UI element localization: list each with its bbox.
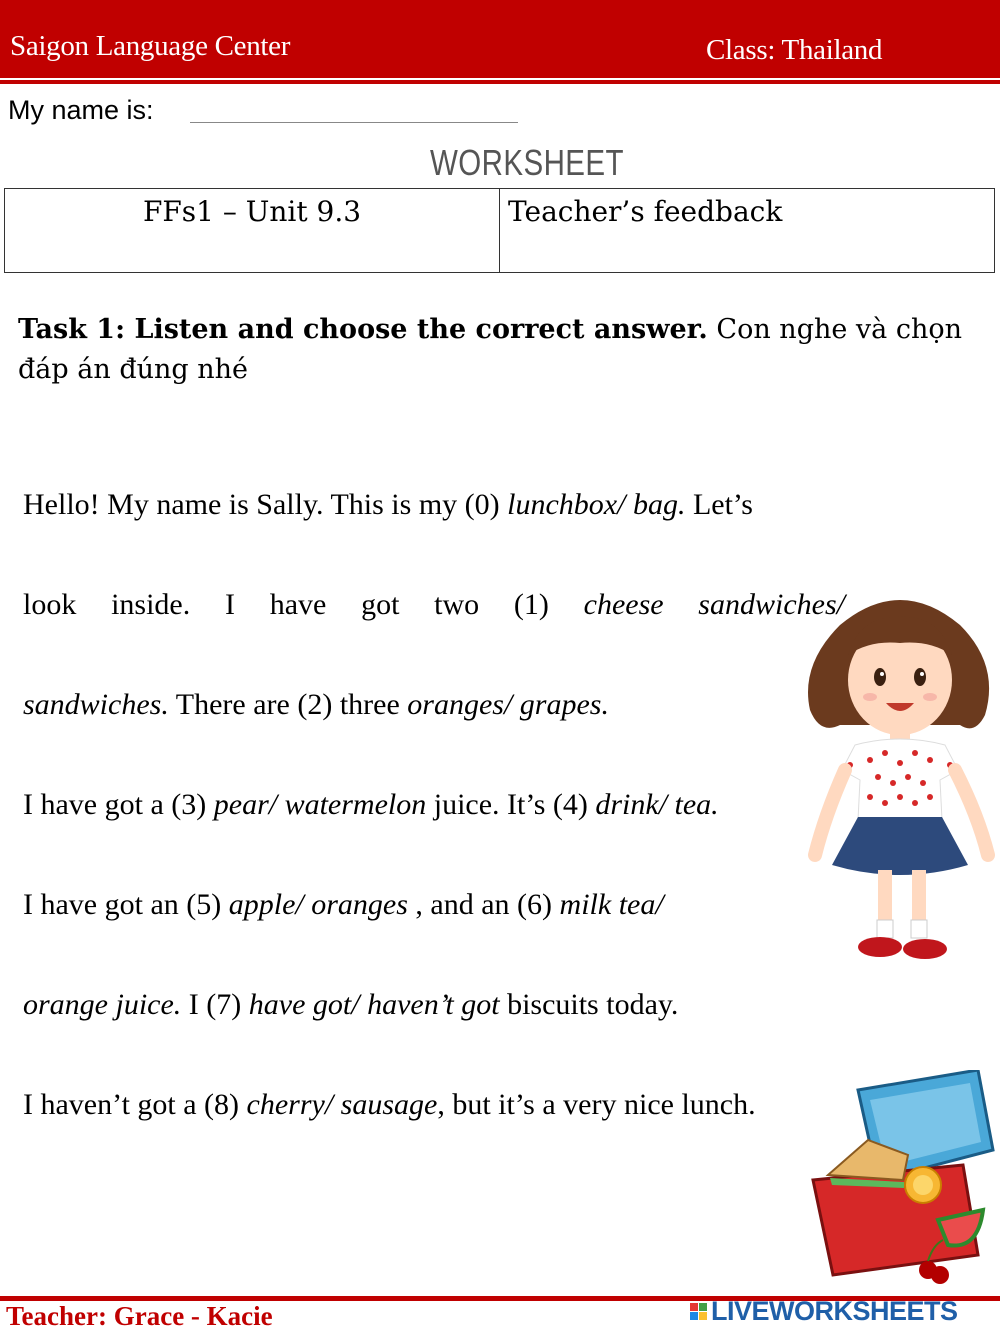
passage-text: Let’s xyxy=(685,488,753,521)
passage-word: got xyxy=(361,588,400,621)
answer-option-1[interactable]: cheese xyxy=(583,588,664,621)
answer-option-6[interactable]: orange juice. xyxy=(23,988,182,1021)
passage-text: I haven’t got a (8) xyxy=(23,1088,247,1121)
passage-line-6 xyxy=(23,988,678,1022)
answer-option-8[interactable]: cherry/ sausage xyxy=(246,1088,438,1121)
info-table xyxy=(4,188,995,273)
answer-option-3[interactable]: pear/ watermelon xyxy=(213,788,427,821)
eye-shape xyxy=(874,668,886,686)
answer-option-1[interactable]: sandwiches. xyxy=(23,688,169,721)
answer-option-2[interactable]: oranges/ grapes. xyxy=(407,688,609,721)
logo-grid-icon xyxy=(690,1303,707,1320)
eye-shape xyxy=(914,668,926,686)
passage-word: (1) xyxy=(513,588,549,621)
teacher-label: Teacher: Grace - Kacie xyxy=(6,1301,273,1331)
task1-title-vi: Con nghe và chọn đáp án đúng nhé xyxy=(18,314,963,385)
passage-text: I have got an (5) xyxy=(23,888,229,921)
passage-line-7 xyxy=(23,1088,756,1122)
passage-text: , but it’s a very nice lunch. xyxy=(437,1088,756,1121)
passage-text: I (7) xyxy=(181,988,249,1021)
feedback-cell: Teacher’s feedback xyxy=(500,189,995,273)
shirt-shape xyxy=(842,739,958,820)
passage-line-1 xyxy=(23,488,753,522)
task1-title xyxy=(18,310,993,390)
passage-text: Hello! My name is Sally. This is my (0) xyxy=(23,488,508,521)
shoe-shape xyxy=(903,939,947,959)
worksheet-title: WORKSHEET xyxy=(430,142,624,183)
passage-line-4 xyxy=(23,788,719,822)
task1-title-bold: Task 1: Listen and choose the correct answer. xyxy=(18,314,708,345)
lunchbox-illustration xyxy=(808,1070,998,1290)
passage-word: I xyxy=(224,588,235,621)
passage-text: juice. It’s (4) xyxy=(426,788,596,821)
passage-text: , and an (6) xyxy=(407,888,560,921)
passage-line-2 xyxy=(23,588,845,622)
passage-line-3 xyxy=(23,688,609,722)
shoe-shape xyxy=(858,937,902,957)
passage-word: two xyxy=(434,588,480,621)
answer-option-7[interactable]: have got/ haven’t got xyxy=(248,988,500,1021)
class-label: Class: Thailand xyxy=(706,34,883,66)
passage-text: biscuits today. xyxy=(499,988,679,1021)
skirt-shape xyxy=(832,817,968,875)
girl-illustration xyxy=(800,585,1000,977)
name-input-line[interactable] xyxy=(190,122,518,123)
header-divider xyxy=(0,80,1000,84)
name-label: My name is: xyxy=(8,95,154,125)
liveworksheets-logo[interactable] xyxy=(690,1295,958,1326)
passage-line-5 xyxy=(23,888,664,922)
passage-word: look xyxy=(23,588,77,621)
logo-text: LIVEWORKSHEETS xyxy=(711,1295,958,1326)
answer-option-0[interactable]: lunchbox/ bag. xyxy=(507,488,686,521)
answer-option-1[interactable]: sandwiches/ xyxy=(698,588,845,621)
passage-word: inside. xyxy=(111,588,191,621)
passage-word: have xyxy=(269,588,327,621)
answer-option-6[interactable]: milk tea/ xyxy=(559,888,664,921)
center-name: Saigon Language Center xyxy=(10,30,291,62)
passage-text: There are (2) three xyxy=(168,688,408,721)
answer-option-5[interactable]: apple/ oranges xyxy=(228,888,408,921)
passage-text: I have got a (3) xyxy=(23,788,214,821)
answer-option-4[interactable]: drink/ tea. xyxy=(595,788,719,821)
unit-cell: FFs1 – Unit 9.3 xyxy=(5,189,500,273)
